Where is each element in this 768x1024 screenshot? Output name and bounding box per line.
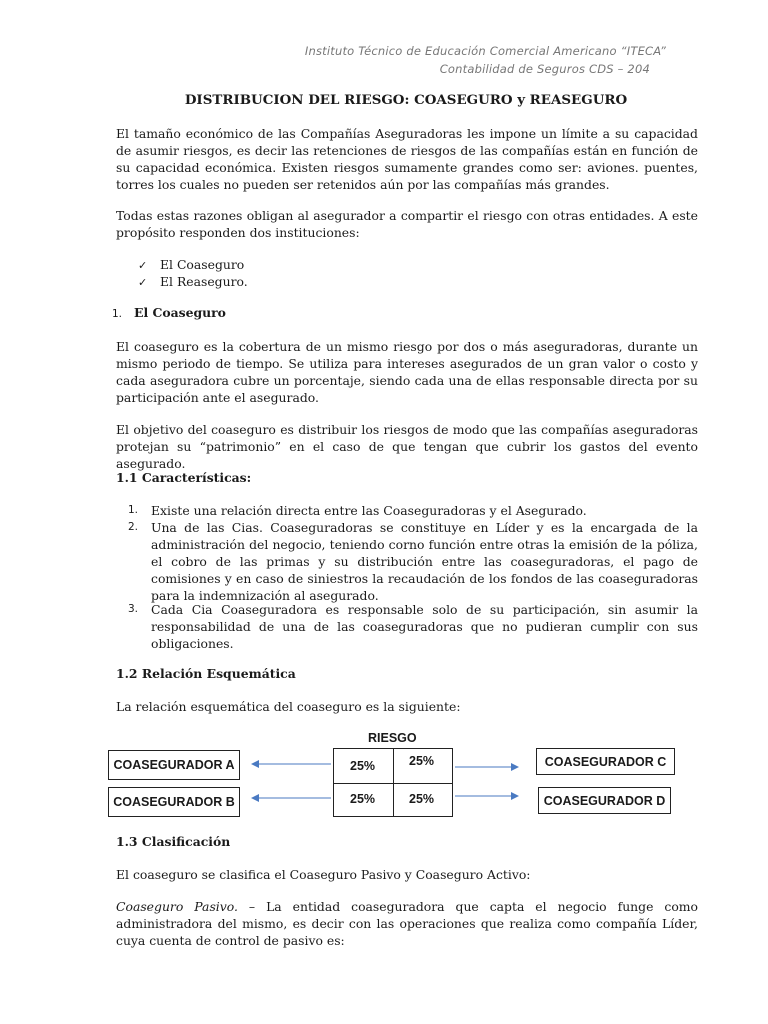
page-title: DISTRIBUCION DEL RIESGO: COASEGURO y REASEGURO bbox=[184, 92, 628, 108]
check-icon: ✓ bbox=[138, 259, 148, 272]
header-institution: Instituto Técnico de Educación Comercial Americano “ITECA” bbox=[304, 44, 666, 58]
section-1-title: El Coaseguro bbox=[134, 305, 226, 320]
list-number: 1. bbox=[128, 504, 139, 516]
clasificacion-paragraph: El coaseguro se clasifica el Coaseguro Pasivo y Coaseguro Activo: bbox=[116, 867, 531, 882]
riesgo-cell: 25% bbox=[333, 748, 394, 784]
section-1-number: 1. bbox=[112, 308, 123, 320]
header-course: Contabilidad de Seguros CDS – 204 bbox=[439, 62, 650, 76]
riesgo-cell: 25% bbox=[393, 748, 453, 784]
coaseguro-paragraph-1: El coaseguro es la cobertura de un mismo riesgo por dos o más aseguradoras, durante un mismo periodo de tiempo. Se utiliza para intereses asegurados de un gran valor o costo y cada aseguradora cubre un porcentaje, siendo cada una de ellas responsable directa por su participación ante el asegurado. bbox=[116, 339, 698, 405]
section-1-2-title: 1.2 Relación Esquemática bbox=[116, 666, 296, 681]
institution-label: El Reaseguro. bbox=[160, 274, 248, 289]
schema-intro: La relación esquemática del coaseguro es la siguiente: bbox=[116, 699, 461, 714]
list-item: Cada Cia Coaseguradora es responsable solo de su participación, sin asumir la responsabilidad de una de las coaseguradoras que no pudieran cumplir con sus obligaciones. bbox=[151, 602, 698, 651]
section-1-1-title: 1.1 Características: bbox=[116, 470, 252, 485]
riesgo-label: RIESGO bbox=[368, 731, 417, 745]
list-item: Una de las Cias. Coaseguradoras se constituye en Líder y es la encargada de la administración del negocio, teniendo corno función entre otras la emisión de la póliza, el cobro de las primas y su distribución entre las coaseguradoras, el pago de comisiones y en caso de siniestros la recaudación de los fondos de las coaseguradoras para la indemnización al asegurado. bbox=[151, 520, 698, 603]
institution-label: El Coaseguro bbox=[160, 257, 245, 272]
list-number: 2. bbox=[128, 521, 139, 533]
coasegurador-d-box: COASEGURADOR D bbox=[538, 787, 671, 814]
check-icon: ✓ bbox=[138, 276, 148, 289]
coasegurador-c-box: COASEGURADOR C bbox=[536, 748, 675, 775]
pasivo-text: – La entidad coaseguradora que capta el negocio funge como administradora del mismo, es decir con las operaciones que realiza como compañía Líder, cuya cuenta de control de pasivo es: bbox=[116, 899, 698, 948]
coasegurador-b-box: COASEGURADOR B bbox=[108, 787, 240, 817]
section-1-3-title: 1.3 Clasificación bbox=[116, 834, 231, 849]
intro-paragraph-2: Todas estas razones obligan al asegurador a compartir el riesgo con otras entidades. A este propósito responden dos instituciones: bbox=[116, 208, 698, 240]
coaseguro-paragraph-2: El objetivo del coaseguro es distribuir los riesgos de modo que las compañías aseguradoras protejan su “patrimonio” en el caso de que tengan que cubrir los gastos del evento asegurado. bbox=[116, 422, 698, 471]
pasivo-term: Coaseguro Pasivo. bbox=[116, 899, 238, 914]
list-item: Existe una relación directa entre las Coaseguradoras y el Asegurado. bbox=[151, 503, 587, 518]
pasivo-paragraph bbox=[116, 898, 698, 949]
list-number: 3. bbox=[128, 603, 139, 615]
riesgo-cell: 25% bbox=[333, 783, 394, 817]
coasegurador-a-box: COASEGURADOR A bbox=[108, 750, 240, 780]
intro-paragraph-1: El tamaño económico de las Compañías Aseguradoras les impone un límite a su capacidad de asumir riesgos, es decir las retenciones de riesgos de las compañías están en función de su capacidad económica. Existen riesgos sumamente grandes como ser: aviones. puentes, torres los cuales no pueden ser retenidos aún por las compañías más grandes. bbox=[116, 126, 698, 192]
riesgo-cell: 25% bbox=[393, 783, 453, 817]
